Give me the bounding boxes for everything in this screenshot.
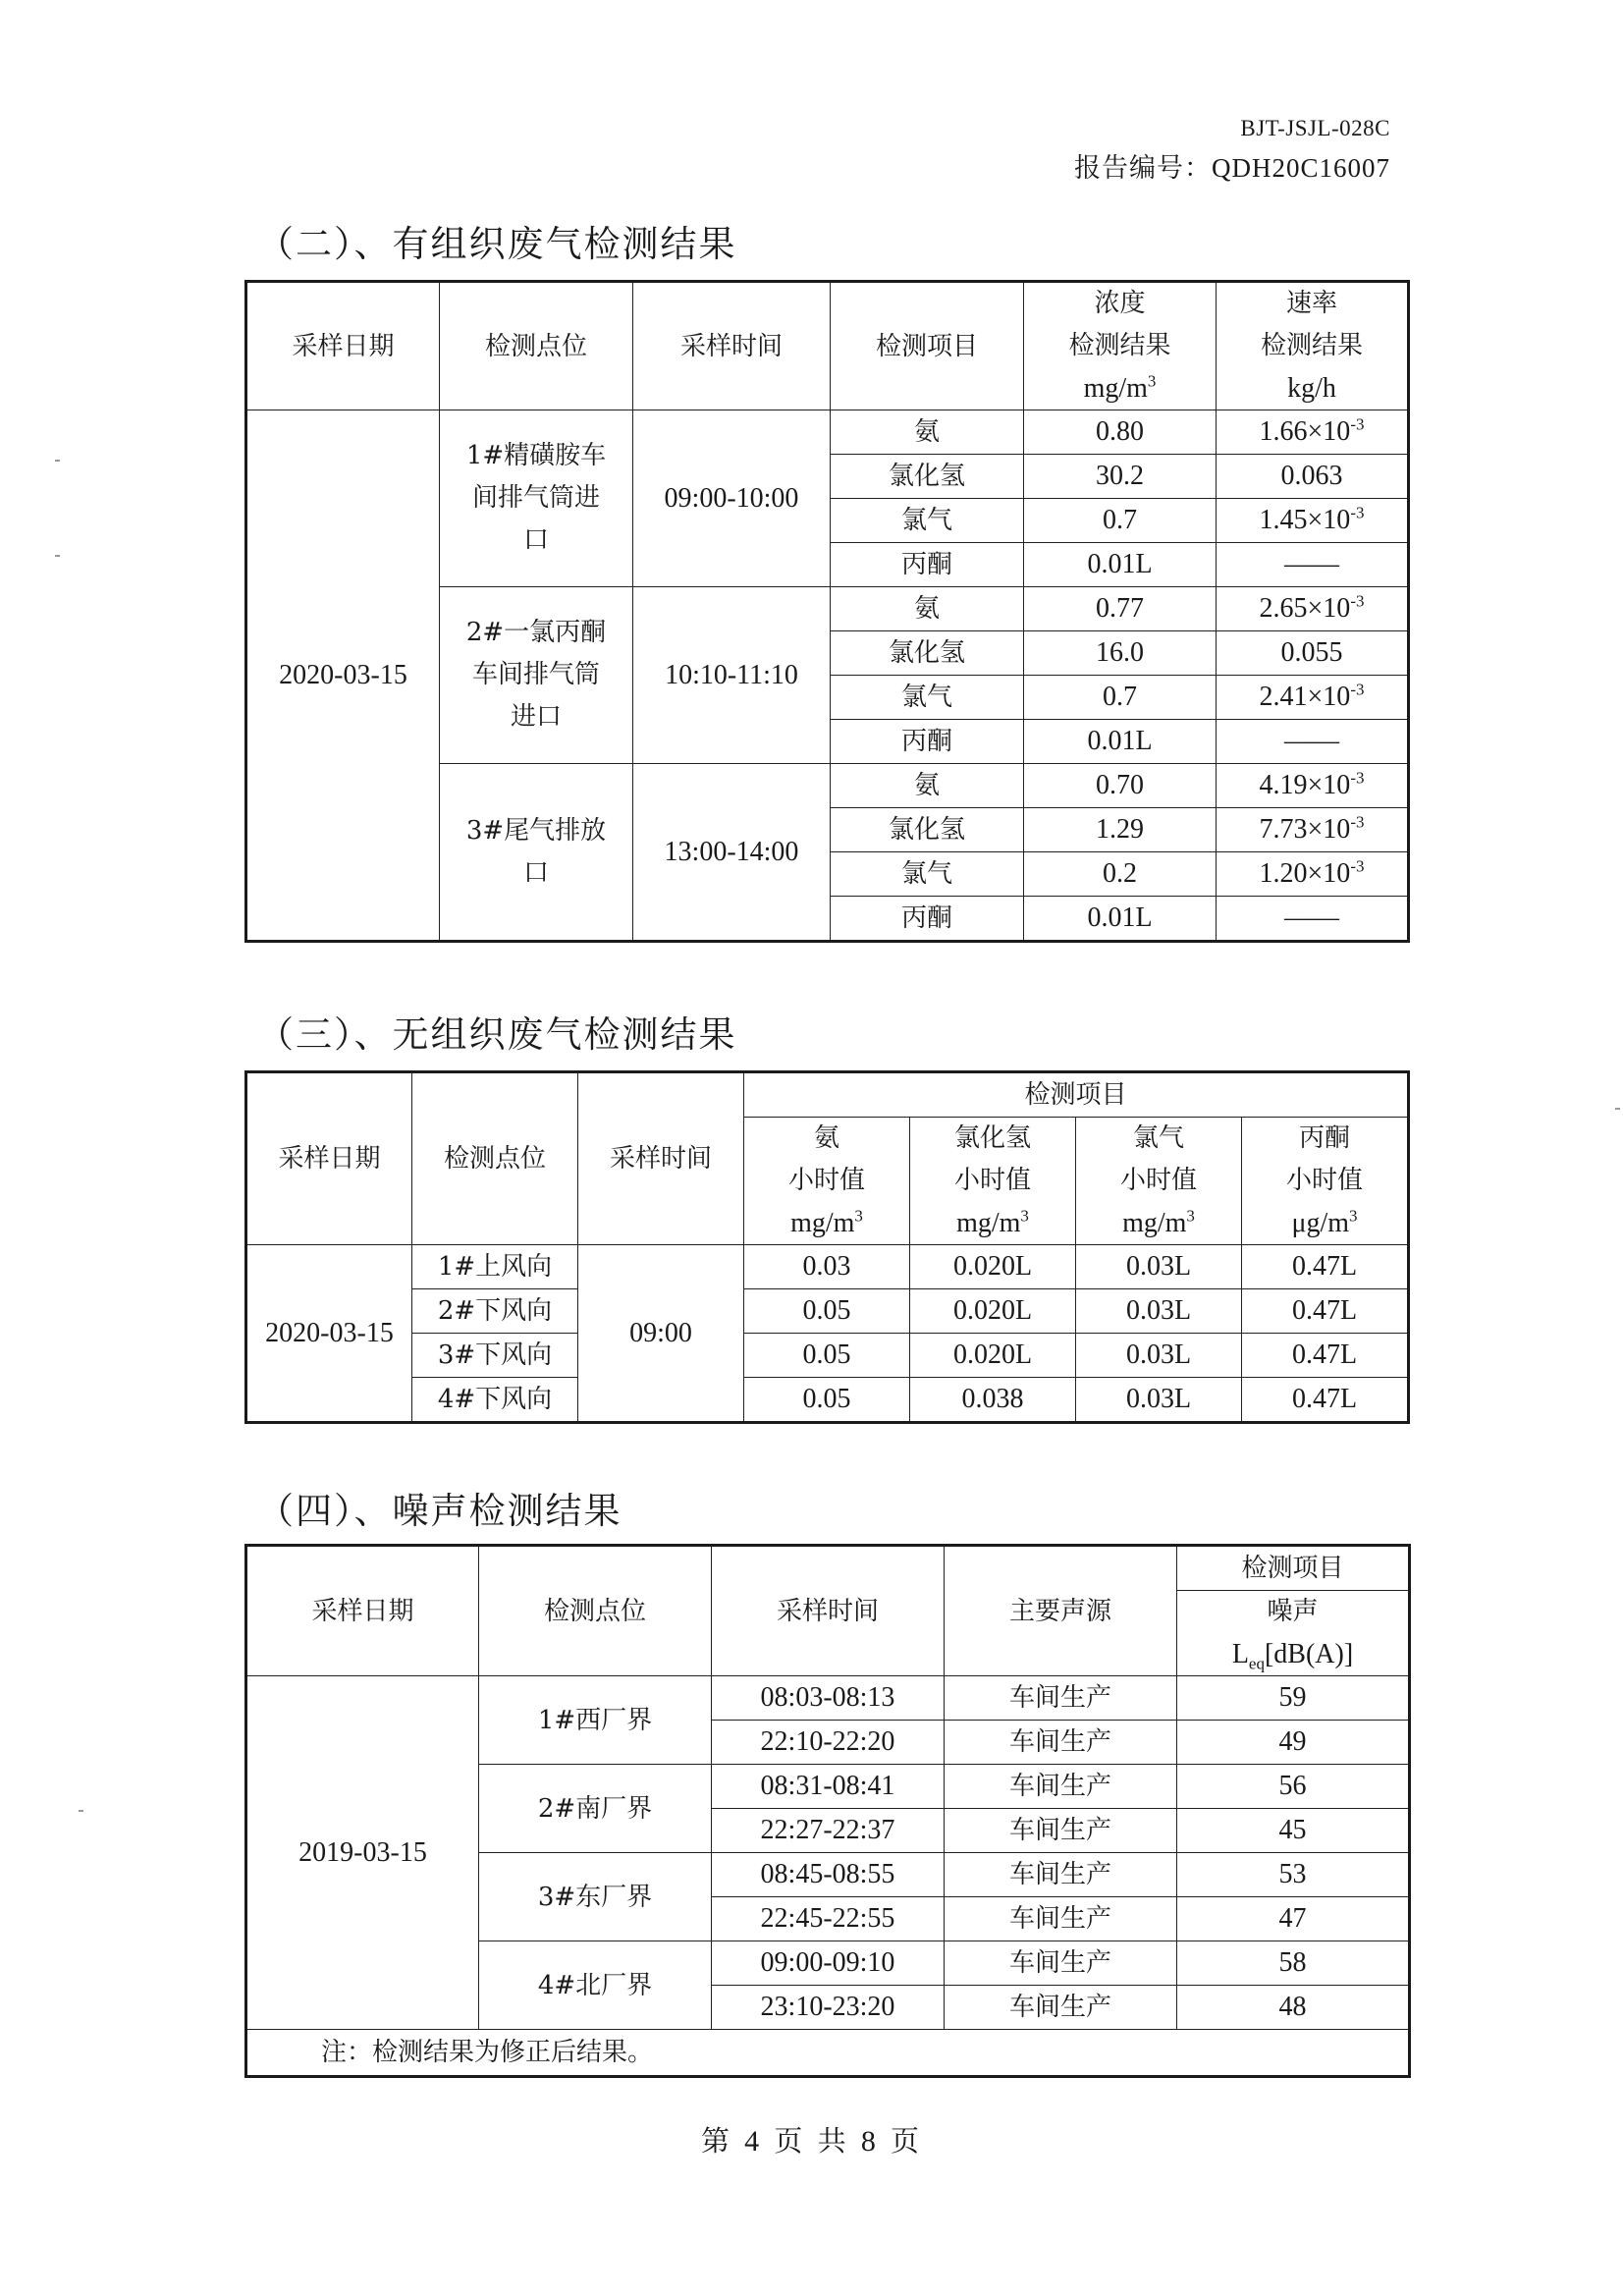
sampling-time-cell: 22:27-22:37 — [712, 1809, 945, 1853]
sampling-time-cell: 22:45-22:55 — [712, 1897, 945, 1941]
rate-exponent: -3 — [1350, 680, 1365, 699]
report-number: 报告编号：QDH20C16007 — [1073, 153, 1390, 183]
header-unit — [744, 1202, 909, 1244]
rate-exponent: -3 — [1350, 856, 1365, 876]
point-line: 口 — [522, 525, 549, 555]
concentration-cell: 0.2 — [1024, 852, 1217, 897]
rate-cell — [1217, 897, 1409, 942]
table-row — [246, 1289, 1409, 1334]
concentration-cell: 30.2 — [1024, 455, 1217, 499]
rate-base: —— — [1284, 726, 1339, 756]
sampling-time-cell: 09:00-10:00 — [633, 410, 831, 587]
rate-cell — [1217, 499, 1409, 543]
concentration-cell: 16.0 — [1024, 631, 1217, 676]
sampling-point-cell — [440, 764, 633, 942]
concentration-cell: 0.01L — [1024, 897, 1217, 942]
footer-page-post: 页 — [891, 2124, 923, 2158]
header-ammonia — [744, 1118, 910, 1245]
footer-page-mid: 页 共 — [774, 2124, 849, 2158]
scan-speck — [79, 1810, 83, 1812]
footer-page-pre: 第 — [700, 2124, 732, 2158]
header-item-name: 丙酮 — [1299, 1123, 1351, 1153]
page-footer — [0, 2119, 1623, 2159]
point-line: 进口 — [510, 702, 562, 732]
item-cell: 丙酮 — [831, 897, 1024, 942]
sampling-time-cell: 23:10-23:20 — [712, 1986, 945, 2030]
table-row — [246, 1245, 1409, 1289]
value-cell: 0.47L — [1242, 1245, 1409, 1289]
rate-cell — [1217, 587, 1409, 631]
item-cell: 丙酮 — [831, 720, 1024, 764]
rate-cell — [1217, 808, 1409, 852]
document-code: BJT-JSJL-028C — [1240, 116, 1390, 140]
unit-text: mg/m — [1083, 373, 1148, 404]
point-line: 口 — [522, 857, 549, 888]
rate-base: —— — [1284, 902, 1339, 933]
header-sampling-date: 采样日期 — [246, 282, 440, 410]
table-row — [246, 410, 1409, 455]
value-cell: 0.05 — [744, 1289, 910, 1334]
header-item-name: 氯化氢 — [953, 1123, 1031, 1153]
header-rate-line1: 速率 — [1285, 289, 1337, 318]
point-line: 1#精磺胺车 — [465, 441, 607, 470]
header-sampling-time: 采样时间 — [633, 282, 831, 410]
rate-cell — [1217, 631, 1409, 676]
value-cell: 0.05 — [744, 1334, 910, 1378]
rate-base: 4.19×10 — [1259, 770, 1351, 800]
header-rate-line2: 检测结果 — [1260, 331, 1363, 360]
header-unit — [910, 1202, 1075, 1244]
value-cell: 0.05 — [744, 1378, 910, 1423]
noise-value-cell: 58 — [1177, 1941, 1410, 1986]
rate-cell — [1217, 764, 1409, 808]
noise-value-cell: 53 — [1177, 1853, 1410, 1897]
value-cell: 0.03L — [1076, 1378, 1242, 1423]
header-acetone — [1242, 1118, 1409, 1245]
rate-cell — [1217, 543, 1409, 587]
sampling-time-cell: 09:00-09:10 — [712, 1941, 945, 1986]
fugitive-exhaust-table — [244, 1070, 1410, 1424]
noise-value-cell: 59 — [1177, 1676, 1410, 1721]
sampling-time-cell: 09:00 — [578, 1245, 744, 1423]
item-cell: 氯化氢 — [831, 808, 1024, 852]
unit-superscript: 3 — [1147, 371, 1157, 391]
footer-page-total: 8 — [860, 2125, 879, 2158]
sampling-point-cell: 3#下风向 — [412, 1334, 578, 1378]
value-cell: 0.47L — [1242, 1378, 1409, 1423]
item-cell: 氨 — [831, 587, 1024, 631]
value-cell: 0.020L — [910, 1334, 1076, 1378]
table-row — [246, 1676, 1410, 1721]
rate-cell — [1217, 676, 1409, 720]
item-cell: 氯化氢 — [831, 455, 1024, 499]
header-chlorine — [1076, 1118, 1242, 1245]
header-noise — [1177, 1591, 1410, 1676]
rate-base: 7.73×10 — [1259, 814, 1351, 845]
table-header-row — [246, 1546, 1410, 1591]
point-line: 2#一氯丙酮 — [465, 618, 607, 647]
noise-source-cell: 车间生产 — [945, 1765, 1177, 1809]
value-cell: 0.03L — [1076, 1334, 1242, 1378]
value-cell: 0.020L — [910, 1289, 1076, 1334]
table-row — [246, 1378, 1409, 1423]
unit-text: mg/m — [790, 1208, 855, 1238]
rate-base: 2.65×10 — [1259, 593, 1351, 624]
header-sampling-time: 采样时间 — [578, 1072, 744, 1245]
noise-value-cell: 56 — [1177, 1765, 1410, 1809]
concentration-cell: 0.70 — [1024, 764, 1217, 808]
unit-superscript: 3 — [1349, 1206, 1358, 1226]
rate-cell — [1217, 720, 1409, 764]
unit-subscript: eq — [1248, 1654, 1265, 1673]
sampling-time-cell: 08:31-08:41 — [712, 1765, 945, 1809]
noise-source-cell: 车间生产 — [945, 1676, 1177, 1721]
header-test-items: 检测项目 — [744, 1072, 1409, 1118]
table-note: 注：检测结果为修正后结果。 — [246, 2030, 1410, 2077]
sampling-point-cell: 2#下风向 — [412, 1289, 578, 1334]
concentration-cell: 0.01L — [1024, 720, 1217, 764]
header-concentration-unit — [1024, 367, 1216, 410]
value-cell: 0.47L — [1242, 1289, 1409, 1334]
rate-base: 1.45×10 — [1259, 505, 1351, 535]
concentration-cell: 1.29 — [1024, 808, 1217, 852]
rate-cell — [1217, 852, 1409, 897]
noise-source-cell: 车间生产 — [945, 1721, 1177, 1765]
header-main-source: 主要声源 — [945, 1546, 1177, 1676]
section-title-fugitive-exhaust: （三）、无组织废气检测结果 — [257, 1013, 737, 1056]
header-noise-unit — [1177, 1633, 1408, 1675]
item-cell: 氯气 — [831, 499, 1024, 543]
table-row — [246, 1334, 1409, 1378]
sampling-date-cell: 2019-03-15 — [246, 1676, 479, 2030]
sampling-time-cell: 10:10-11:10 — [633, 587, 831, 764]
sampling-date-cell: 2020-03-15 — [246, 1245, 412, 1423]
header-unit — [1076, 1202, 1241, 1244]
noise-value-cell: 49 — [1177, 1721, 1410, 1765]
sampling-point-cell: 1#上风向 — [412, 1245, 578, 1289]
sampling-time-cell: 08:03-08:13 — [712, 1676, 945, 1721]
sampling-point-cell: 3#东厂界 — [479, 1853, 712, 1941]
noise-source-cell: 车间生产 — [945, 1809, 1177, 1853]
unit-superscript: 3 — [1020, 1206, 1029, 1226]
sampling-point-cell — [440, 587, 633, 764]
header-noise-label: 噪声 — [1267, 1597, 1319, 1626]
footer-page-number: 4 — [744, 2125, 763, 2158]
noise-value-cell: 47 — [1177, 1897, 1410, 1941]
header-unit — [1242, 1202, 1407, 1244]
header-rate — [1217, 282, 1409, 410]
item-cell: 氯化氢 — [831, 631, 1024, 676]
sampling-point-cell: 4#北厂界 — [479, 1941, 712, 2030]
point-line: 间排气筒进 — [471, 483, 600, 513]
rate-exponent: -3 — [1350, 414, 1365, 434]
rate-cell — [1217, 455, 1409, 499]
rate-exponent: -3 — [1350, 812, 1365, 832]
header-sampling-point: 检测点位 — [412, 1072, 578, 1245]
noise-value-cell: 48 — [1177, 1986, 1410, 2030]
header-rate-unit: kg/h — [1287, 373, 1336, 404]
header-hourly: 小时值 — [1119, 1166, 1197, 1195]
rate-base: 2.41×10 — [1259, 682, 1351, 712]
header-hourly: 小时值 — [787, 1166, 865, 1195]
section-title-noise: （四）、噪声检测结果 — [257, 1490, 622, 1532]
header-sampling-time: 采样时间 — [712, 1546, 945, 1676]
header-hourly: 小时值 — [1286, 1166, 1364, 1195]
concentration-cell: 0.01L — [1024, 543, 1217, 587]
note-row — [246, 2030, 1410, 2077]
header-sampling-point: 检测点位 — [479, 1546, 712, 1676]
sampling-time-cell: 13:00-14:00 — [633, 764, 831, 942]
header-sampling-date: 采样日期 — [246, 1546, 479, 1676]
header-concentration-line1: 浓度 — [1094, 289, 1146, 318]
unit-l: L — [1231, 1639, 1249, 1669]
sampling-point-cell: 4#下风向 — [412, 1378, 578, 1423]
header-hourly: 小时值 — [953, 1166, 1031, 1195]
rate-exponent: -3 — [1350, 503, 1365, 522]
value-cell: 0.038 — [910, 1378, 1076, 1423]
rate-base: 1.20×10 — [1259, 858, 1351, 889]
rate-exponent: -3 — [1350, 591, 1365, 611]
value-cell: 0.020L — [910, 1245, 1076, 1289]
sampling-point-cell: 2#南厂界 — [479, 1765, 712, 1853]
header-test-item: 检测项目 — [831, 282, 1024, 410]
table-header-row — [246, 282, 1409, 410]
scan-speck — [1615, 1108, 1620, 1110]
value-cell: 0.03 — [744, 1245, 910, 1289]
sampling-date-cell: 2020-03-15 — [246, 410, 440, 942]
unit-tail: [dB(A)] — [1264, 1639, 1354, 1669]
value-cell: 0.03L — [1076, 1289, 1242, 1334]
noise-table — [244, 1544, 1411, 2078]
item-cell: 氨 — [831, 764, 1024, 808]
concentration-cell: 0.77 — [1024, 587, 1217, 631]
value-cell: 0.03L — [1076, 1245, 1242, 1289]
sampling-point-cell: 1#西厂界 — [479, 1676, 712, 1765]
header-concentration — [1024, 282, 1217, 410]
header-test-items: 检测项目 — [1177, 1546, 1410, 1591]
rate-base: —— — [1284, 549, 1339, 579]
header-item-name: 氨 — [813, 1123, 839, 1153]
point-line: 3#尾气排放 — [465, 815, 607, 846]
item-cell: 氨 — [831, 410, 1024, 455]
header-hydrogen-chloride — [910, 1118, 1076, 1245]
rate-cell — [1217, 410, 1409, 455]
rate-base: 1.66×10 — [1259, 416, 1351, 447]
scan-speck — [55, 460, 60, 462]
value-cell: 0.47L — [1242, 1334, 1409, 1378]
concentration-cell: 0.7 — [1024, 676, 1217, 720]
header-concentration-line2: 检测结果 — [1068, 331, 1171, 360]
concentration-cell: 0.80 — [1024, 410, 1217, 455]
noise-value-cell: 45 — [1177, 1809, 1410, 1853]
noise-source-cell: 车间生产 — [945, 1986, 1177, 2030]
concentration-cell: 0.7 — [1024, 499, 1217, 543]
header-item-name: 氯气 — [1132, 1123, 1184, 1153]
item-cell: 氯气 — [831, 852, 1024, 897]
header-sampling-date: 采样日期 — [246, 1072, 412, 1245]
unit-text: mg/m — [1122, 1208, 1187, 1238]
item-cell: 氯气 — [831, 676, 1024, 720]
section-title-organized-exhaust: （二）、有组织废气检测结果 — [257, 223, 737, 265]
sampling-point-cell — [440, 410, 633, 587]
unit-text: μg/m — [1291, 1208, 1350, 1238]
noise-source-cell: 车间生产 — [945, 1941, 1177, 1986]
unit-superscript: 3 — [1186, 1206, 1195, 1226]
rate-base: 0.063 — [1280, 461, 1343, 491]
header-sampling-point: 检测点位 — [440, 282, 633, 410]
organized-exhaust-table — [244, 280, 1410, 943]
item-cell: 丙酮 — [831, 543, 1024, 587]
table-header-row — [246, 1072, 1409, 1118]
scan-speck — [55, 555, 60, 557]
rate-base: 0.055 — [1280, 637, 1343, 668]
noise-source-cell: 车间生产 — [945, 1897, 1177, 1941]
sampling-time-cell: 22:10-22:20 — [712, 1721, 945, 1765]
point-line: 车间排气筒 — [471, 660, 600, 689]
unit-superscript: 3 — [854, 1206, 863, 1226]
unit-text: mg/m — [956, 1208, 1021, 1238]
sampling-time-cell: 08:45-08:55 — [712, 1853, 945, 1897]
rate-exponent: -3 — [1350, 768, 1365, 788]
noise-source-cell: 车间生产 — [945, 1853, 1177, 1897]
